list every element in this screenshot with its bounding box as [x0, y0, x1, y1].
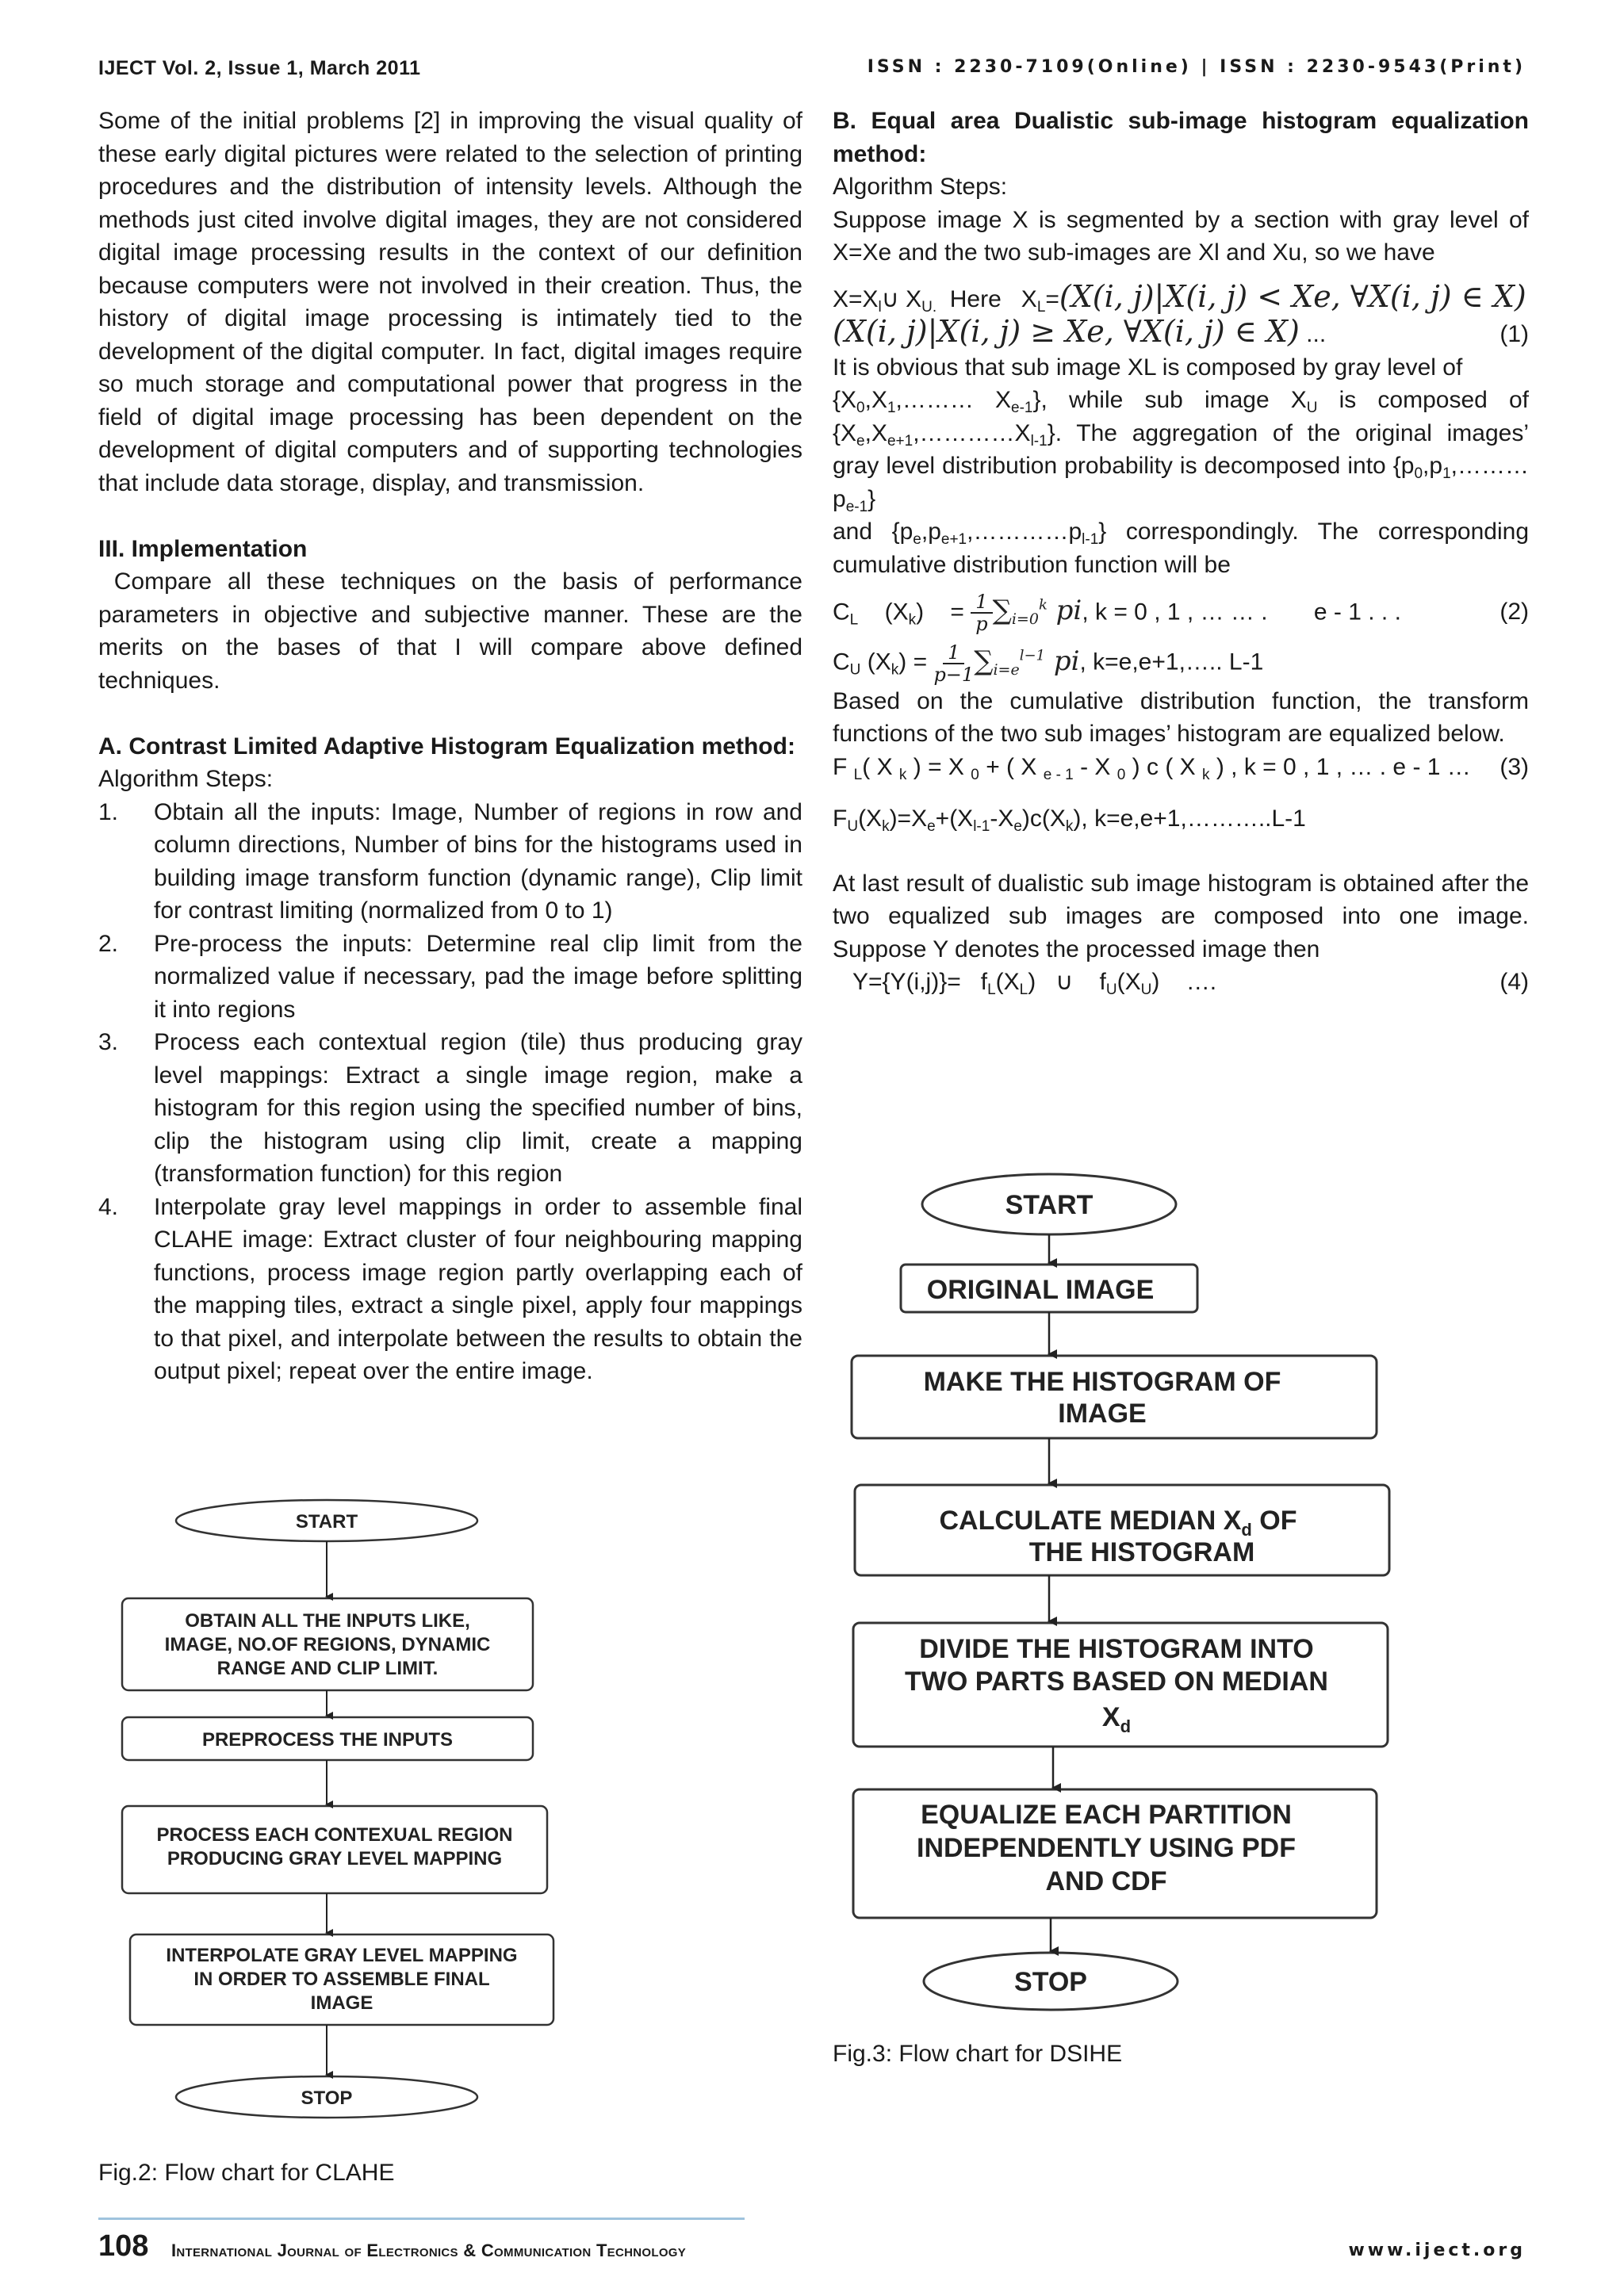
flowchart-label: STOP — [1014, 1967, 1087, 1997]
list-item: 2. Pre-process the inputs: Determine real clip limit from the normalized value if necessary, pad the image before splitting it into regions — [98, 930, 802, 1023]
flowchart-label: EQUALIZE EACH PARTITION — [921, 1800, 1292, 1830]
journal-name: International Journal of Electronics & Communication Technology — [171, 2241, 687, 2260]
flowchart-label: RANGE AND CLIP LIMIT. — [216, 1658, 439, 1679]
list-item: 1. Obtain all the inputs: Image, Number of regions in row and column directions, Number of bins for the histograms used in building image transform function (dynamic range), Clip limit for contrast limiting (normalized from 0 to 1) — [98, 798, 802, 924]
subsection-heading-dsihe: B. Equal area Dualistic sub-image histogram equalization method: — [833, 108, 1529, 167]
equation-number: (1) — [1500, 321, 1529, 347]
equation-2: $C_L$ $(X_k)$ = $\frac{1}{p}$ $\sum_{i=0}^k$ pi, k = 0 , 1 , … … . e - 1 . . . (2) — [833, 591, 1529, 636]
running-header-left: IJECT Vol. 2, Issue 1, March 2011 — [98, 57, 421, 79]
flowchart-label: DIVIDE THE HISTOGRAM INTO — [919, 1634, 1314, 1664]
footer-rule — [98, 2218, 745, 2220]
dsihe-flowchart — [841, 1154, 1404, 2034]
equation-number: (4) — [1500, 969, 1529, 996]
flowchart-label: INDEPENDENTLY USING PDF — [917, 1833, 1296, 1863]
equation-1-line-2: (X(i, j)|X(i, j) ≥ Xe, ∀X(i, j) ∈ X) ... (1) — [833, 316, 1529, 351]
flowchart-label: PRODUCING GRAY LEVEL MAPPING — [167, 1848, 503, 1869]
flowchart-label: CALCULATE MEDIAN $X_d$ OF — [939, 1506, 1297, 1540]
implementation-paragraph: Compare all these techniques on the basis of performance parameters in objective and subjective manner. These are the merits on the bases of that I will compare above defined techniques. — [98, 568, 802, 694]
equation-number: (3) — [1500, 753, 1529, 780]
intro-paragraph: Some of the initial problems [2] in improving the visual quality of these early digital pictures were related to the selection of printing procedures and the distribution of intensity levels. Although the methods just cited involve digital images, they are not considered digital image processing results in the context of our definition because computers were not involved in their creation. Thus, the history of digital image processing is intimately tied to the development of the digital computer. In fact, digital images require so much storage and computational power that progress in the field of digital image processing has been dependent on the development of digital computers and of supporting technologies that include data storage, display, and transmission. — [98, 108, 802, 496]
flowchart-label: OBTAIN ALL THE INPUTS LIKE, — [185, 1610, 470, 1632]
list-item: 3. Process each contextual region (tile) thus producing gray level mappings: Extract a single image region, make a histogram for this region using the specified number of bins, clip the histogram using clip limit, create a mapping (transformation function) for this region — [98, 1029, 802, 1187]
flowchart-label: START — [1005, 1190, 1094, 1220]
flowchart-label: IMAGE — [1058, 1399, 1147, 1429]
flowchart-label: AND CDF — [1045, 1866, 1167, 1896]
dsihe-paragraph-4: and $\{p_e,p_{e+1},\dots\dots\dots\dots p_{l-1}\}$ correspondingly. The corresponding cumulative distribution function will be — [833, 519, 1530, 578]
subsection-heading-clahe: A. Contrast Limited Adaptive Histogram Equalization method: — [98, 733, 795, 760]
equation-1-line-1: $X=X_l\cup$ $X_{U.}$ Here $X_L=(X(i$, j)|X(i, j) < Xe, ∀X(i, j) ∈ X) — [833, 278, 1526, 316]
flowchart-label: ORIGINAL IMAGE — [926, 1275, 1155, 1305]
flowchart-label: INTERPOLATE GRAY LEVEL MAPPING — [166, 1945, 518, 1966]
dsihe-paragraph-5: Based on the cumulative distribution function, the transform functions of the two sub images’ histogram are equalized below. — [833, 687, 1529, 748]
running-header-right: ISSN : 2230-7109(Online) | ISSN : 2230-9543(Print) — [867, 57, 1526, 77]
flowchart-label: PREPROCESS THE INPUTS — [201, 1729, 454, 1751]
dsihe-paragraph-3: {$X_0,X_1,\dots\dots\dots$ $X_{e-1}$}, while sub image $X_U$ is composed of $\{X_e,X_{e+1},\dots\dots\dots\dots X_{l-1}\}$. The aggregation of the original images’ gray level distribution probability is decomposed into {$p_0,p_1,\dots\dots\dots$ $p_{e-1}$} — [833, 387, 1529, 515]
flowchart-label: START — [295, 1511, 358, 1533]
equation-3b: $F_U(X_k)=X_e+(X_{l-1}-X_e)c(X_k)$, k=e,e+1,………..L-1 — [833, 806, 1306, 836]
clahe-steps-list — [98, 796, 802, 1388]
flowchart-label: IMAGE — [310, 1992, 373, 2014]
flowchart-label: STOP — [301, 2087, 353, 2109]
flowchart-label: IMAGE, NO.OF REGIONS, DYNAMIC — [164, 1634, 491, 1655]
flowchart-label: TWO PARTS BASED ON MEDIAN — [905, 1667, 1328, 1697]
equation-number: (2) — [1500, 599, 1529, 626]
list-item: 4. Interpolate gray level mappings in order to assemble final CLAHE image: Extract cluster of four neighbouring mapping functions, process image region partly overlapping each of the mapping tiles, extract a single pixel, apply four mappings to that pixel, and interpolate between the results to obtain the output pixel; repeat over the entire image. — [98, 1193, 802, 1384]
flowchart-label: THE HISTOGRAM — [1028, 1537, 1255, 1567]
page-number: 108 — [98, 2229, 149, 2263]
dsihe-paragraph-6: At last result of dualistic sub image histogram is obtained after the two equalized sub images are composed into one image. Suppose Y denotes the processed image then — [833, 870, 1529, 962]
flowchart-label: PROCESS EACH CONTEXUAL REGION — [156, 1824, 513, 1846]
flowchart-label: IN ORDER TO ASSEMBLE FINAL — [193, 1969, 490, 1990]
dsihe-paragraph-2: It is obvious that sub image XL is composed by gray level of — [833, 354, 1463, 381]
algorithm-label-b: Algorithm Steps: — [833, 174, 1008, 200]
section-heading-implementation: III. Implementation — [98, 535, 308, 562]
flowchart-label: $X_d$ — [1101, 1702, 1132, 1736]
algorithm-label: Algorithm Steps: — [98, 766, 274, 792]
fig3-caption: Fig.3: Flow chart for DSIHE — [833, 2041, 1123, 2067]
journal-website: www.iject.org — [1348, 2241, 1526, 2260]
equation-3: F $_L$( X $_k$ ) = X $_0$ + ( X $_{e - 1}$ - X $_0$ ) c ( X $_k$ ) , k = 0 , 1 , … . e - 1 … (3) — [833, 751, 1529, 784]
left-column — [98, 105, 802, 1388]
flowchart-label: MAKE THE HISTOGRAM OF — [923, 1367, 1281, 1397]
dsihe-paragraph-1: Suppose image X is segmented by a section with gray level of X=Xe and the two sub-images are Xl and Xu, so we have — [833, 206, 1529, 266]
fig2-caption: Fig.2: Flow chart for CLAHE — [98, 2160, 395, 2186]
clahe-flowchart — [111, 1483, 603, 2141]
equation-2b: $C_U$ $(X_k)$ = $\frac{1}{p-1}$ $\sum_{i=e}^{l-1}$ pi, k=e,e+1,….. L-1 — [833, 641, 1264, 686]
right-column — [833, 105, 1529, 999]
equation-4: $Y=\{Y(i,j)\}= f_L(X_L)$ ∪ $f_U(X_U)$ …. (4) — [833, 966, 1529, 999]
